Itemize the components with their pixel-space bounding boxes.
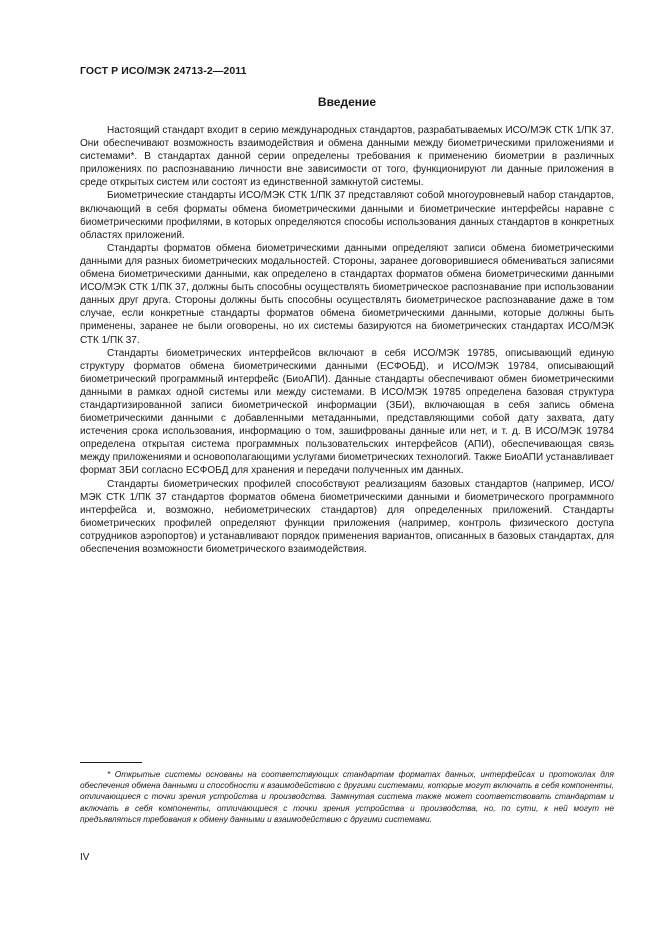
section-title: Введение (317, 95, 377, 109)
footnote (80, 769, 614, 825)
standard-header: ГОСТ Р ИСО/МЭК 24713-2—2011 (80, 65, 247, 77)
page-number: IV (80, 852, 90, 863)
paragraph: Стандарты биометрических профилей способствуют реализациям базовых стандартов (например, ИСО/МЭК СТК 1/ПК 37 стандартов форматов обмена биометрическими данными и биометрического программного интерфейса и, возможно, небиометрических стандартов) для определенных приложений. Стандарты биометрических профилей определяют функции приложения (например, контроль физического доступа сотрудников аэропортов) и устанавливают порядок применения вариантов, описанных в базовых стандартах, для обеспечения возможности биометрического взаимодействия. (80, 478, 614, 555)
paragraph: Стандарты форматов обмена биометрическими данными определяют записи обмена биометрическими данными для разных биометрических модальностей. Стороны, заранее договорившиеся обмениваться записями обмена биометрическими данными, как определено в стандартах форматов обмена биометрическими данными ИСО/МЭК СТК 1/ПК 37, должны быть способны осуществлять биометрическое распознавание при использовании данных друг друга. Стороны должны быть способны осуществлять биометрическое распознавание даже в том случае, если конкретные стандарты форматов обмена биометрическими данными, которые должны быть применены, заранее не были оговорены, но их системы базируются на биометрических стандартах ИСО/МЭК СТК 1/ПК 37. (80, 242, 614, 346)
footnote-text: * Открытые системы основаны на соответствующих стандартам форматах данных, интерфейсах и протоколах для обеспечения обмена данными и способности к взаимодействию с другими системами, которые могут включать в себя компоненты, отличающиеся с точки зрения устройства и производства. Замкнутая система также может соответствовать стандартам и включать в себя компоненты, отличающиеся с точки зрения устройства и производства, но, по сути, к ней могут не предъявляться требования к обмену данными и взаимодействию с другими системами. (80, 769, 614, 824)
paragraph: Стандарты биометрических интерфейсов включают в себя ИСО/МЭК 19785, описывающий единую структуру форматов обмена биометрическими данными (ЕСФОБД), и ИСО/МЭК 19784, описывающий биометрический программный интерфейс (БиоАПИ). Данные стандарты обеспечивают обмен биометрическими данными в рамках одной системы или между системами. В ИСО/МЭК 19785 определена базовая структура стандартизированной записи биометрической информации (ЗБИ), включающая в себя запись обмена биометрическими данными с добавленными метаданными, представляющими собой дату захвата, дату истечения срока использования, информацию о том, зашифрованы данные или нет, и т. д. В ИСО/МЭК 19784 определена открытая система программных пользовательских интерфейсов (АПИ), обеспечивающая связь между приложениями и основополагающими услугами биометрических технологий. Также БиоАПИ устанавливает формат ЗБИ согласно ЕСФОБД для хранения и передачи полученных им данных. (80, 347, 614, 477)
body-text (80, 124, 614, 556)
footnote-divider (80, 762, 142, 763)
paragraph: Биометрические стандарты ИСО/МЭК СТК 1/ПК 37 представляют собой многоуровневый набор стандартов, включающий в себя форматы обмена биометрическими данными и биометрические интерфейсы наравне с биометрическими профилями, в которых определяются способы использования данных стандартов в конкретных областях приложений. (80, 190, 614, 241)
paragraph: Настоящий стандарт входит в серию международных стандартов, разрабатываемых ИСО/МЭК СТК 1/ПК 37. Они обеспечивают возможность взаимодействия и обмена данными между биометрическими приложениями и системами*. В стандартах данной серии определены требования к применению биометрии в различных приложениях по распознаванию личности вне зависимости от того, функционируют ли данные приложения в среде открытых систем или состоят из единственной замкнутой системы. (80, 125, 614, 189)
